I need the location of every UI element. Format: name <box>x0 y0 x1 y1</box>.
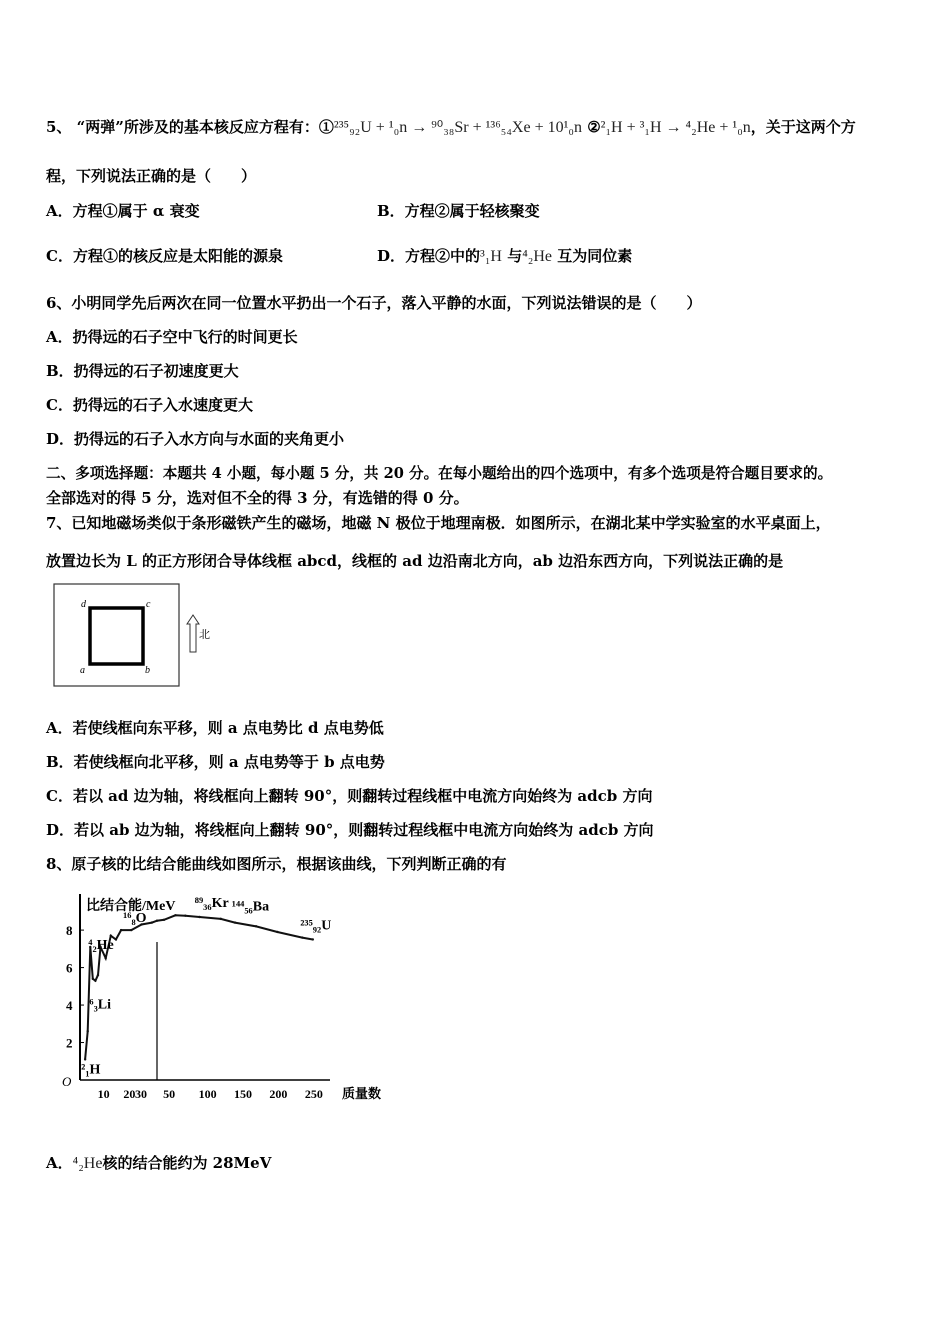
q5-option-d-iso1: ³₁H <box>480 248 502 265</box>
q6-stem: 6、小明同学先后两次在同一位置水平扔出一个石子，落入平静的水面，下列说法错误的是（ ） <box>46 294 702 312</box>
q7-option-a: A．若使线框向东平移，则 a 点电势比 d 点电势低 <box>46 719 384 737</box>
curve-point <box>87 1030 89 1032</box>
curve-point <box>184 914 186 916</box>
q8-option-a-post: 核的结合能约为 28MeV <box>102 1154 272 1172</box>
curve-point <box>163 919 165 921</box>
q8-option-a-pre: A． <box>46 1154 73 1172</box>
wire-frame-square <box>90 608 143 664</box>
corner-label-d: d <box>81 599 86 610</box>
curve-point <box>276 931 278 933</box>
x-tick-label: 10 <box>97 1087 110 1101</box>
y-tick-label: 6 <box>66 960 73 976</box>
curve-point <box>97 974 99 976</box>
x-tick-label: 150 <box>234 1087 252 1101</box>
curve-point <box>156 920 158 922</box>
north-arrow-icon <box>187 615 199 652</box>
figure-frame <box>54 584 179 686</box>
q7-figure <box>52 582 222 688</box>
nuclide-label: ¹⁶₈O <box>123 911 147 927</box>
curve-point <box>110 935 112 937</box>
section2-line2: 全部选对的得 5 分，选对但不全的得 3 分，有选错的得 0 分。 <box>46 489 469 507</box>
section2-line1: 二、多项选择题：本题共 4 小题，每小题 5 分，共 20 分。在每小题给出的四个选项中，有多个选项是符合题目要求的。 <box>46 465 833 482</box>
curve-point <box>234 921 236 923</box>
nuclide-label: ²₁H <box>81 1062 101 1078</box>
y-tick-label: 8 <box>66 923 73 939</box>
y-axis-label: 比结合能/MeV <box>86 899 176 914</box>
y-tick-label: 4 <box>66 998 73 1014</box>
curve-point <box>301 936 303 938</box>
q5-option-d-iso2: ⁴₂He <box>522 248 553 265</box>
curve-point <box>104 957 106 959</box>
x-axis-label: 质量数 <box>342 1086 382 1101</box>
q5-line1 <box>46 116 856 137</box>
curve-point <box>312 938 314 940</box>
q5-option-c: C．方程①的核反应是太阳能的源泉 <box>46 247 283 265</box>
curve-point <box>198 916 200 918</box>
curve-point <box>130 929 132 931</box>
x-tick-label: 100 <box>198 1087 217 1101</box>
curve-point <box>255 925 257 927</box>
q5-option-d-post: 互为同位素 <box>557 247 633 265</box>
q5-option-d-pre: D．方程②中的 <box>377 247 481 265</box>
curve-point <box>115 938 117 940</box>
curve-point <box>94 979 96 981</box>
curve-point <box>151 921 153 923</box>
nuclide-label: ²³⁵₉₂U <box>300 918 332 934</box>
q5-intro: 5、 “两弹”所涉及的基本核反应方程有：① <box>46 118 334 136</box>
nuclide-label: ⁶₃Li <box>89 997 112 1013</box>
q5-line2: 程，下列说法正确的是（ ） <box>46 167 257 185</box>
y-tick-label: 2 <box>66 1035 73 1051</box>
q5-reaction1: ²³⁵₉₂U + ¹₀n → ⁹⁰₃₈Sr + ¹³⁶₅₄Xe + 10¹₀n <box>333 119 582 136</box>
curve-point <box>92 978 94 980</box>
q5-option-a: A．方程①属于 α 衰变 <box>46 202 200 220</box>
binding-energy-curve <box>85 915 313 1059</box>
q8-option-a-iso: ⁴₂He <box>72 1155 103 1172</box>
q5-option-d <box>377 245 632 266</box>
corner-label-c: c <box>146 599 151 610</box>
x-tick-label: 30 <box>135 1087 147 1101</box>
q8-option-a <box>46 1152 271 1173</box>
corner-label-b: b <box>145 665 150 676</box>
x-tick-label: 250 <box>304 1087 323 1101</box>
curve-point <box>120 929 122 931</box>
q6-option-a: A．扔得远的石子空中飞行的时间更长 <box>46 328 298 346</box>
q5-tail: ，关于这两个方 <box>750 118 856 136</box>
origin-label: O <box>62 1074 72 1089</box>
north-label: 北 <box>199 629 210 641</box>
binding-energy-chart <box>50 890 390 1105</box>
corner-label-a: a <box>80 665 85 676</box>
q8-stem: 8、原子核的比结合能曲线如图所示，根据该曲线，下列判断正确的有 <box>46 855 507 873</box>
q7-option-d: D．若以 ab 边为轴，将线框向上翻转 90°，则翻转过程线框中电流方向始终为 adcb 方向 <box>46 821 654 839</box>
curve-point <box>84 1058 86 1060</box>
x-tick-label: 20 <box>123 1087 136 1101</box>
q5-circle2: ② <box>587 118 601 136</box>
nuclide-label: ¹⁴⁴₅₆Ba <box>231 899 270 915</box>
curve-point <box>174 914 176 916</box>
nuclide-label: ⁴₂He <box>88 937 114 953</box>
q6-option-b: B．扔得远的石子初速度更大 <box>46 362 239 380</box>
q7-stem-line2: 放置边长为 L 的正方形闭合导体线框 abcd，线框的 ad 边沿南北方向，ab 边沿东西方向，下列说法正确的是 <box>46 552 784 570</box>
x-tick-label: 50 <box>163 1087 176 1101</box>
q5-option-b: B．方程②属于轻核聚变 <box>377 202 540 220</box>
q6-option-c: C．扔得远的石子入水速度更大 <box>46 396 253 414</box>
q7-stem-line1: 7、已知地磁场类似于条形磁铁产生的磁场，地磁 N 极位于地理南极．如图所示，在湖北某中学实验室的水平桌面上， <box>46 514 831 532</box>
q6-option-d: D．扔得远的石子入水方向与水面的夹角更小 <box>46 430 345 448</box>
x-tick-label: 200 <box>269 1087 288 1101</box>
q5-option-d-mid: 与 <box>507 247 523 265</box>
curve-point <box>220 918 222 920</box>
q7-option-c: C．若以 ad 边为轴，将线框向上翻转 90°，则翻转过程线框中电流方向始终为 adcb 方向 <box>46 787 653 805</box>
nuclide-label: ⁸⁹₃₆Kr <box>194 895 229 911</box>
q5-reaction2: ²₁H + ³₁H → ⁴₂He + ¹₀n <box>600 119 751 136</box>
q7-option-b: B．若使线框向北平移，则 a 点电势等于 b 点电势 <box>46 753 385 771</box>
